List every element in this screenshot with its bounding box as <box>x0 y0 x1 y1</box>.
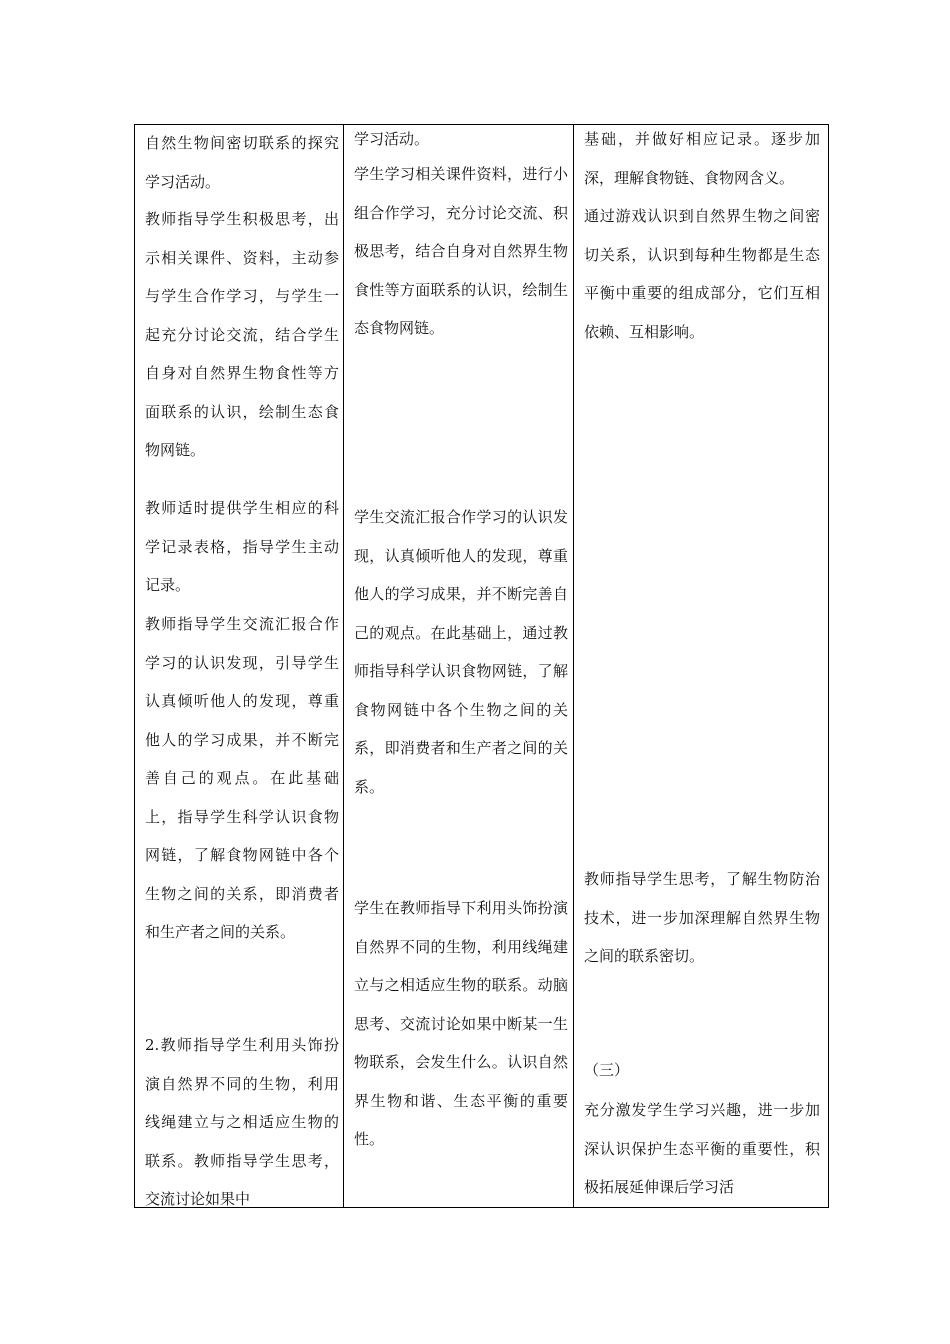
col3-paragraph-4: 充分激发学生学习兴趣，进一步加深认识保护生态平衡的重要性，积极拓展延伸课后学习活 <box>584 1101 820 1196</box>
col2-paragraph-1: 学习活动。 <box>354 130 430 148</box>
col1-paragraph-4: 教师指导学生交流汇报合作学习的认识发现，引导学生认真倾听他人的发现，尊重他人的学习成果，并不断完善自己的观点。在此基础上，指导学生科学认识食物网链，了解食物网链中各个生物之间的关系，即消费者和生产者之间的关系。 <box>145 615 339 941</box>
col1-paragraph-5: 2.教师指导学生利用头饰扮演自然界不同的生物，利用线绳建立与之相适应生物的联系。教师指导学生思考，交流讨论如果中 <box>145 1036 339 1208</box>
col2-paragraph-3: 学生交流汇报合作学习的认识发现，认真倾听他人的发现，尊重他人的学习成果，并不断完善自己的观点。在此基础上，通过教师指导科学认识食物网链，了解食物网链中各个生物之间的关系，即消费者和生产者之间的关系。 <box>354 508 568 796</box>
col2-paragraph-4: 学生在教师指导下利用头饰扮演自然界不同的生物，利用线绳建立与之相适应生物的联系。动脑思考、交流讨论如果中断某一生物联系，会发生什么。认识自然界生物和谐、生态平衡的重要性。 <box>354 899 568 1148</box>
col3-paragraph-1: 基础，并做好相应记录。逐步加深，理解食物链、食物网含义。 <box>584 130 820 187</box>
table-row <box>135 125 829 1208</box>
col3-paragraph-2: 通过游戏认识到自然界生物之间密切关系，认识到每种生物都是生态平衡中重要的组成部分，它们互相依赖、互相影响。 <box>584 207 820 341</box>
student-activity-cell <box>344 125 574 1208</box>
col3-paragraph-3: 教师指导学生思考，了解生物防治技术，进一步加深理解自然界生物之间的联系密切。 <box>584 870 820 965</box>
lesson-plan-table <box>134 124 829 1208</box>
teacher-activity-cell <box>135 125 344 1208</box>
col1-paragraph-1: 自然生物间密切联系的探究学习活动。 <box>145 134 339 191</box>
col1-paragraph-2: 教师指导学生积极思考，出示相关课件、资料，主动参与学生合作学习，与学生一起充分讨论交流，结合学生自身对自然界生物食性等方面联系的认识，绘制生态食物网链。 <box>145 210 339 459</box>
col2-paragraph-2: 学生学习相关课件资料，进行小组合作学习，充分讨论交流、积极思考，结合自身对自然界生物食性等方面联系的认识，绘制生态食物网链。 <box>354 165 568 337</box>
col1-paragraph-3: 教师适时提供学生相应的科学记录表格，指导学生主动记录。 <box>145 499 339 594</box>
design-intent-cell <box>574 125 829 1208</box>
col3-section-marker: （三） <box>584 1061 630 1079</box>
